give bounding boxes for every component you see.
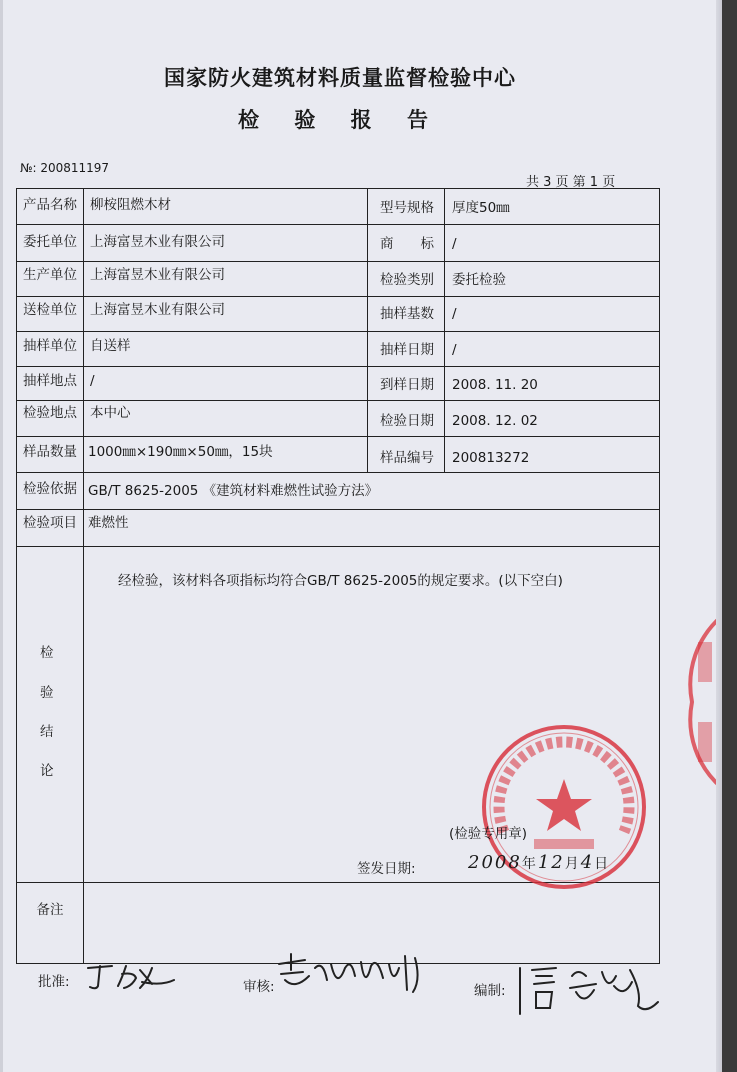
conclusion-text: 经检验，该材料各项指标均符合GB/T 8625-2005的规定要求。(以下空白) [118,573,563,589]
report-title: 检 验 报 告 [238,108,442,132]
edit-label: 编制: [474,983,506,999]
value-quantity: 1000㎜×190㎜×50㎜，15块 [88,444,273,460]
edge-seal-stamp [676,612,722,792]
value-producer: 上海富昱木业有限公司 [90,267,225,283]
value-trademark: / [452,236,457,252]
value-sample-no: 200813272 [452,450,530,466]
value-arrival-date: 2008. 11. 20 [452,377,538,393]
conclusion-label-3: 结 [40,724,54,740]
value-sender: 上海富昱木业有限公司 [90,302,225,318]
seal-note: (检验专用章) [449,826,528,842]
label-product-name: 产品名称 [23,197,77,213]
issue-date-year: 2008 [468,852,522,873]
label-test-place: 检验地点 [23,405,77,421]
label-test-type: 检验类别 [380,272,434,288]
value-base-count: / [452,306,457,322]
conclusion-label-4: 论 [40,763,54,779]
page-edge [0,0,3,1072]
value-sample-date: / [452,342,457,358]
issue-date-month-char: 月 [564,856,581,872]
row-rule [16,296,660,297]
label-model: 型号规格 [380,200,434,216]
conclusion-label-1: 检 [40,645,54,661]
issue-date [468,852,610,873]
row-rule [16,400,660,401]
value-sampler: 自送样 [90,338,131,354]
label-item: 检验项目 [23,515,77,531]
label-test-date: 检验日期 [380,413,434,429]
row-rule [16,509,660,510]
col-rule [367,188,368,472]
edit-signature [512,962,662,1022]
approve-signature [82,960,178,994]
label-client: 委托单位 [23,234,77,250]
value-basis: GB/T 8625-2005 《建筑材料难燃性试验方法》 [88,483,379,499]
row-rule [16,436,660,437]
approve-label: 批准: [38,974,70,990]
row-rule [16,331,660,332]
label-base-count: 抽样基数 [380,306,434,322]
row-rule [16,546,660,547]
scan-edge [722,0,737,1072]
review-signature [275,950,425,996]
conclusion-label-2: 验 [40,685,54,701]
label-producer: 生产单位 [23,267,77,283]
org-title: 国家防火建筑材料质量监督检验中心 [164,66,516,90]
review-label: 审核: [243,979,275,995]
label-sampler: 抽样单位 [23,338,77,354]
value-test-type: 委托检验 [452,272,506,288]
issue-date-day-char: 日 [594,856,611,872]
remarks-label: 备注 [36,902,64,918]
value-test-date: 2008. 12. 02 [452,413,538,429]
row-rule [16,261,660,262]
issue-date-month: 12 [537,852,565,873]
issue-date-label: 签发日期: [357,861,416,877]
value-item: 难燃性 [88,515,129,531]
row-rule [16,366,660,367]
issue-date-year-char: 年 [521,856,538,872]
label-quantity: 样品数量 [23,444,77,460]
label-arrival-date: 到样日期 [380,377,434,393]
value-product-name: 柳桉阻燃木材 [90,197,171,213]
issue-date-day: 4 [580,852,595,873]
value-client: 上海富昱木业有限公司 [90,234,225,250]
label-sample-no: 样品编号 [380,450,434,466]
label-basis: 检验依据 [23,481,77,497]
value-test-place: 本中心 [90,405,131,421]
value-sample-place: / [90,373,95,389]
row-rule [16,224,660,225]
col-rule [444,188,445,472]
page-info: 共 3 页 第 1 页 [526,175,616,190]
label-sender: 送检单位 [23,302,77,318]
label-sample-place: 抽样地点 [23,373,77,389]
label-sample-date: 抽样日期 [380,342,434,358]
row-rule [16,472,660,473]
label-trademark: 商 标 [380,236,434,252]
value-model: 厚度50㎜ [452,200,510,216]
report-number: №: 200811197 [20,161,110,175]
